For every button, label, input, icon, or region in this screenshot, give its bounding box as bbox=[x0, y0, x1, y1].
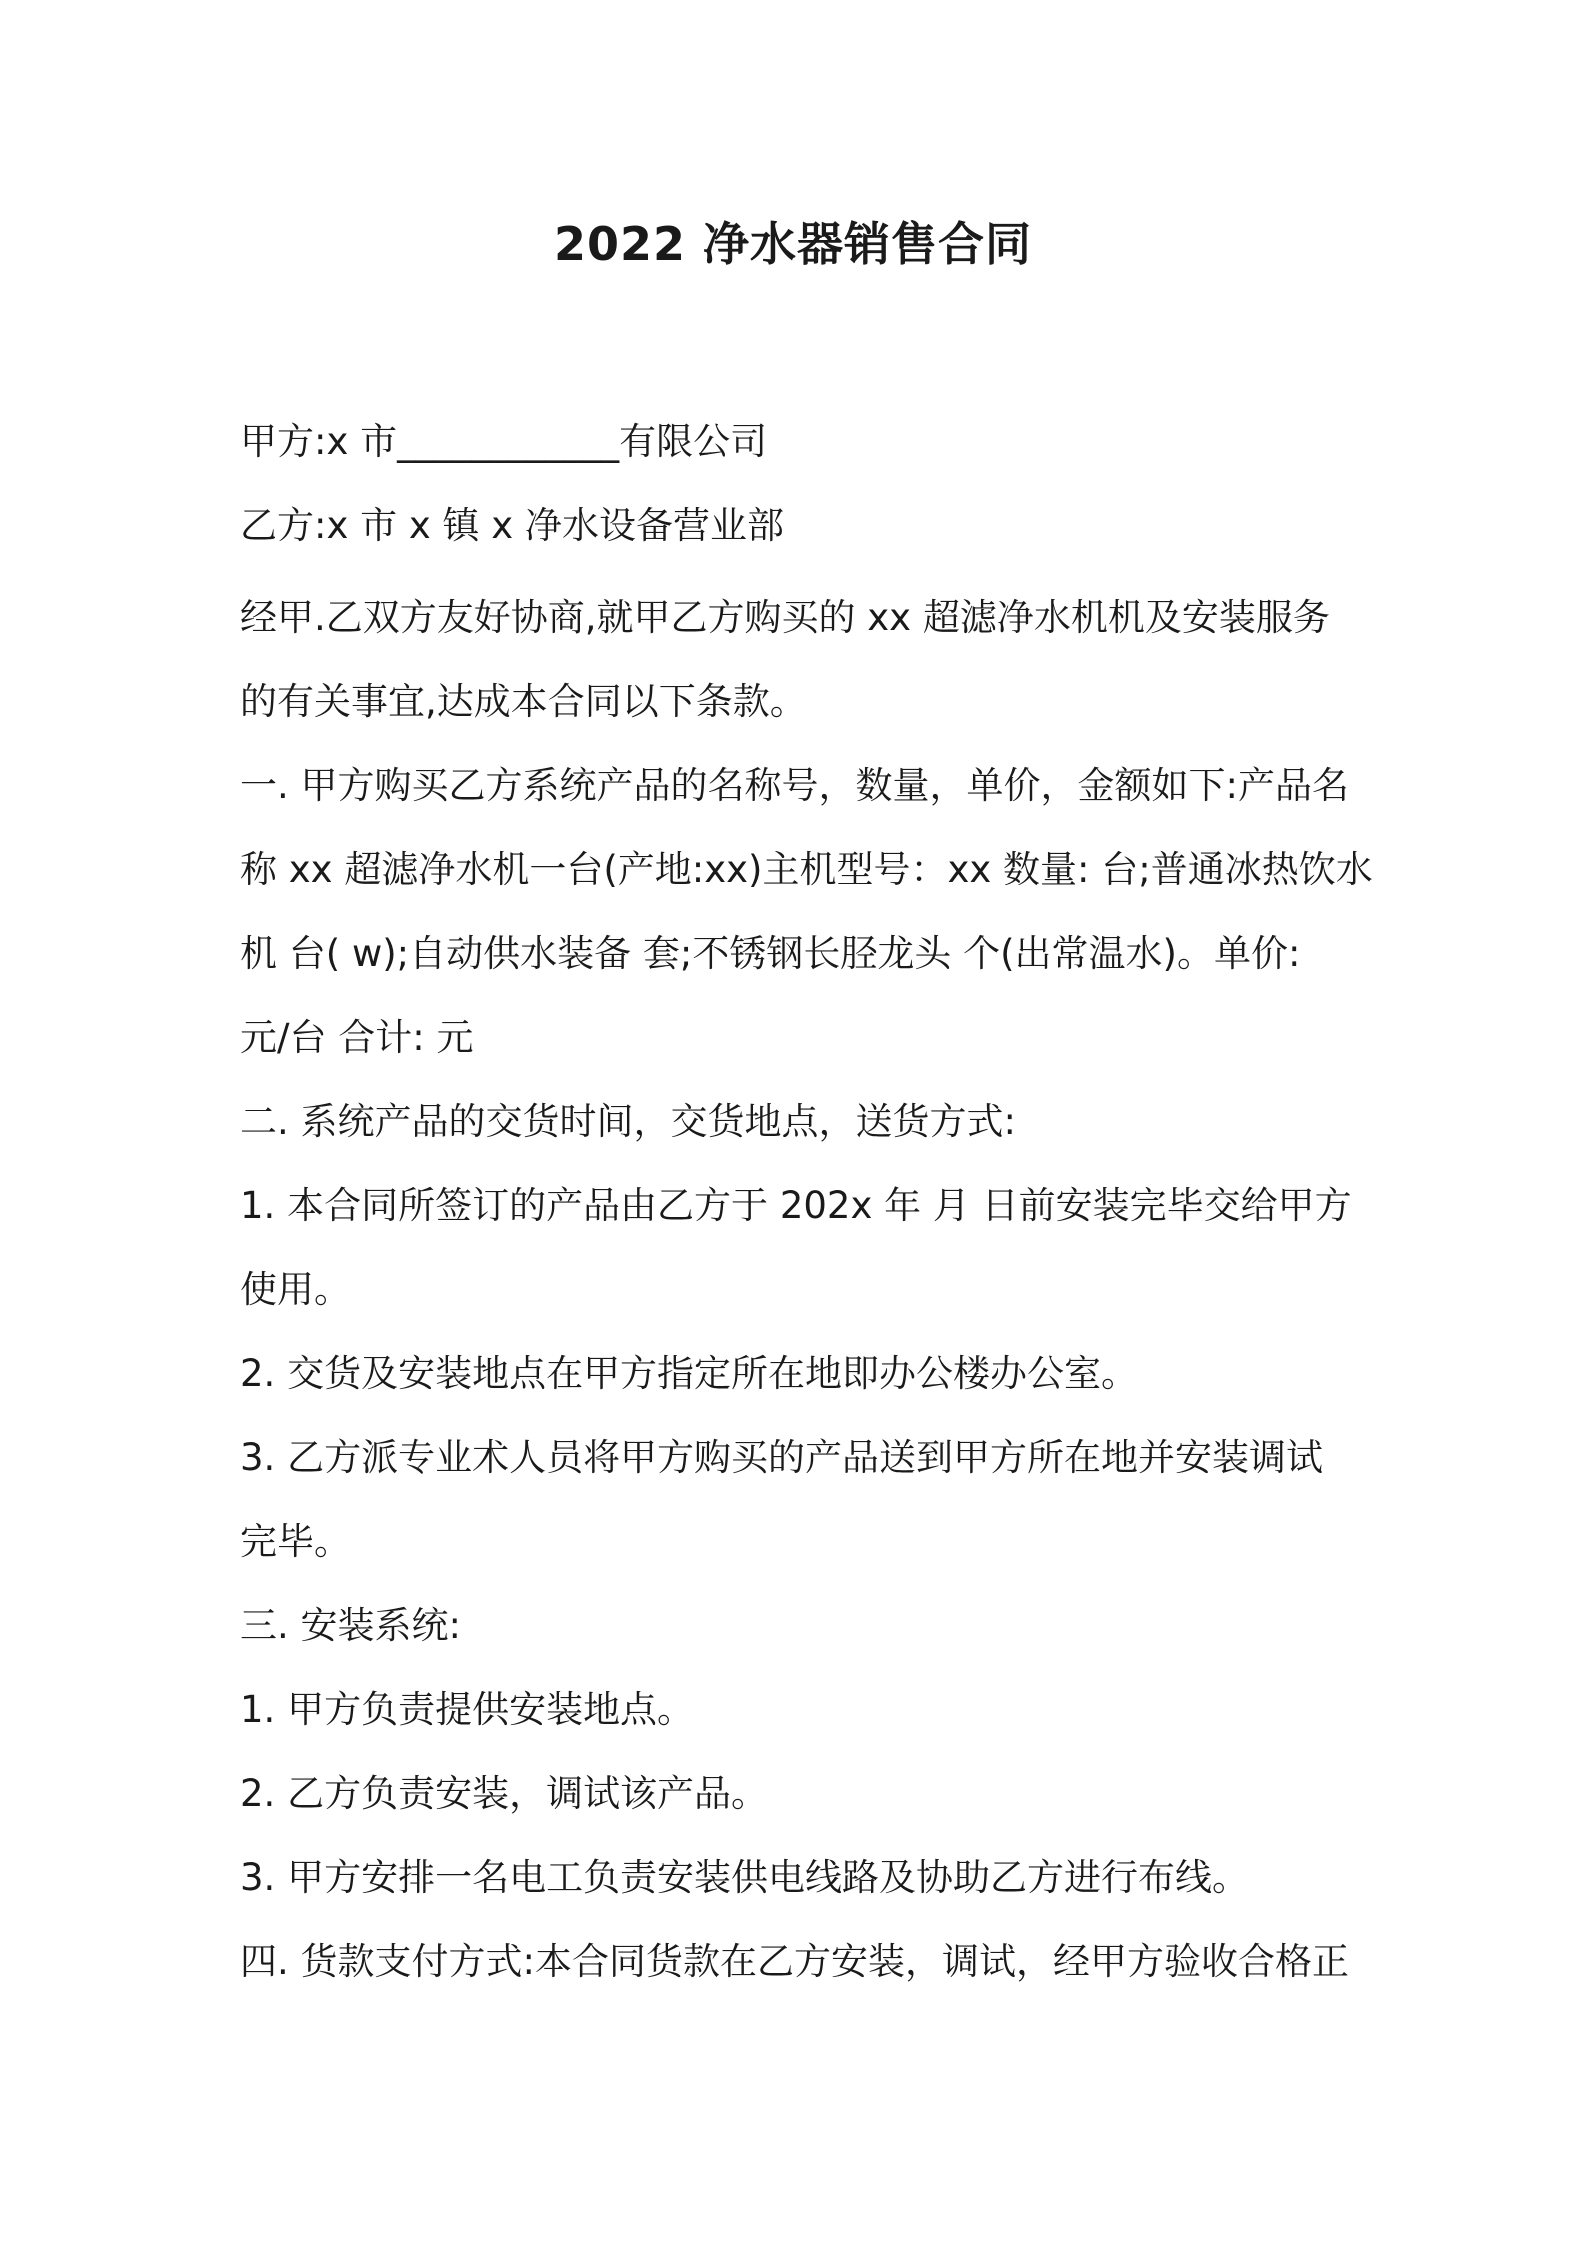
list-item: 3. 乙方派专业术人员将甲方购买的产品送到甲方所在地并安装调试 bbox=[240, 1436, 1324, 1479]
paragraph-line: 的有关事宜,达成本合同以下条款。 bbox=[240, 680, 807, 723]
paragraph-line: 称 xx 超滤净水机一台(产地:xx)主机型号：xx 数量: 台;普通冰热饮水 bbox=[240, 848, 1373, 891]
list-item: 1. 本合同所签订的产品由乙方于 202x 年 月 日前安装完毕交给甲方 bbox=[240, 1184, 1352, 1227]
paragraph-line: 使用。 bbox=[240, 1268, 351, 1311]
section-heading-2: 二. 系统产品的交货时间，交货地点，送货方式: bbox=[240, 1100, 1016, 1143]
spacer bbox=[240, 568, 1360, 576]
section-heading-3: 三. 安装系统: bbox=[240, 1604, 461, 1647]
list-item: 2. 交货及安装地点在甲方指定所在地即办公楼办公室。 bbox=[240, 1352, 1139, 1395]
party-b-line: 乙方:x 市 x 镇 x 净水设备营业部 bbox=[240, 504, 784, 547]
section-heading-4: 四. 货款支付方式:本合同货款在乙方安装，调试，经甲方验收合格正 bbox=[240, 1940, 1349, 1983]
list-item: 3. 甲方安排一名电工负责安装供电线路及协助乙方进行布线。 bbox=[240, 1856, 1250, 1899]
section-heading-1: 一. 甲方购买乙方系统产品的名称号，数量，单价，金额如下:产品名 bbox=[240, 764, 1349, 807]
paragraph-line: 机 台( w);自动供水装备 套;不锈钢长胫龙头 个(出常温水)。单价: bbox=[240, 932, 1301, 975]
paragraph-line: 经甲.乙双方友好协商,就甲乙方购买的 xx 超滤净水机机及安装服务 bbox=[240, 596, 1330, 639]
paragraph-line: 元/台 合计: 元 bbox=[240, 1016, 474, 1059]
list-item: 1. 甲方负责提供安装地点。 bbox=[240, 1688, 695, 1731]
document-title: 2022 净水器销售合同 bbox=[553, 217, 1033, 271]
list-item: 2. 乙方负责安装，调试该产品。 bbox=[240, 1772, 769, 1815]
party-a-line: 甲方:x 市____________有限公司 bbox=[240, 420, 768, 463]
document-body bbox=[240, 400, 1373, 2004]
paragraph-line: 完毕。 bbox=[240, 1520, 351, 1563]
